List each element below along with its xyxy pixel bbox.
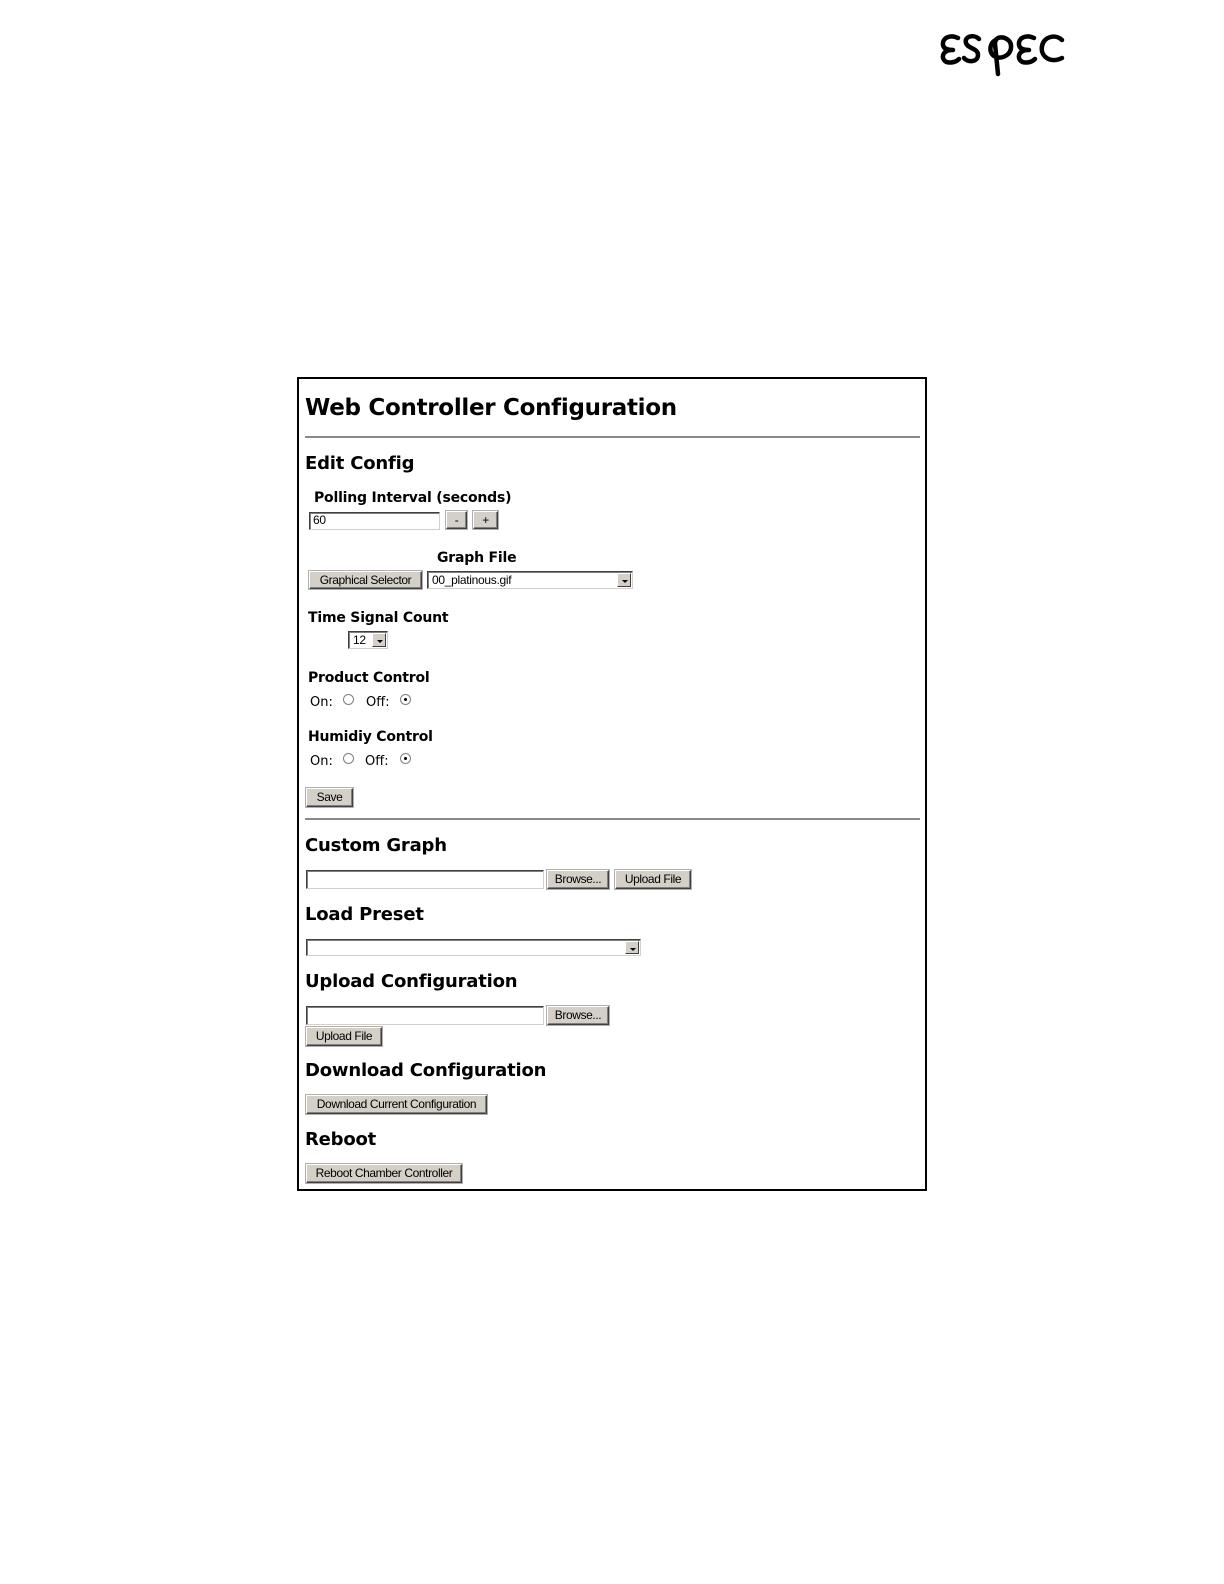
chevron-down-icon[interactable] bbox=[372, 633, 386, 647]
upload-configuration-browse-button[interactable]: Browse... bbox=[547, 1006, 609, 1025]
product-control-off-label: Off: bbox=[366, 695, 390, 710]
graph-file-select[interactable] bbox=[427, 571, 633, 589]
custom-graph-file-input[interactable] bbox=[306, 870, 544, 889]
download-configuration-button[interactable]: Download Current Configuration bbox=[306, 1095, 487, 1114]
product-control-label: Product Control bbox=[308, 670, 430, 686]
custom-graph-upload-button[interactable]: Upload File bbox=[615, 870, 691, 889]
custom-graph-browse-button[interactable]: Browse... bbox=[547, 870, 609, 889]
divider bbox=[305, 436, 920, 438]
espec-logo bbox=[938, 22, 1070, 82]
product-control-on-radio[interactable] bbox=[343, 694, 354, 705]
save-button[interactable]: Save bbox=[306, 788, 353, 807]
humidity-control-off-label: Off: bbox=[365, 754, 389, 769]
polling-interval-input[interactable]: 60 bbox=[309, 512, 440, 530]
load-preset-heading: Load Preset bbox=[305, 904, 424, 925]
humidity-control-label: Humidiy Control bbox=[308, 729, 433, 745]
graph-file-label: Graph File bbox=[437, 550, 517, 566]
humidity-control-off-radio[interactable] bbox=[400, 753, 411, 764]
time-signal-count-select[interactable] bbox=[348, 631, 388, 649]
upload-configuration-file-input[interactable] bbox=[306, 1006, 544, 1025]
divider bbox=[305, 818, 920, 820]
polling-increment-button[interactable]: + bbox=[473, 511, 498, 529]
config-panel bbox=[297, 377, 927, 1191]
chevron-down-icon[interactable] bbox=[625, 941, 639, 954]
graphical-selector-button[interactable]: Graphical Selector bbox=[309, 571, 422, 589]
upload-configuration-upload-button[interactable]: Upload File bbox=[306, 1027, 382, 1046]
edit-config-heading: Edit Config bbox=[305, 453, 415, 474]
time-signal-count-label: Time Signal Count bbox=[308, 610, 449, 626]
reboot-chamber-controller-button[interactable]: Reboot Chamber Controller bbox=[306, 1164, 462, 1183]
polling-interval-label: Polling Interval (seconds) bbox=[314, 490, 512, 506]
product-control-off-radio[interactable] bbox=[400, 694, 411, 705]
humidity-control-on-label: On: bbox=[310, 754, 333, 769]
reboot-heading: Reboot bbox=[305, 1129, 377, 1150]
time-signal-count-value: 12 bbox=[353, 633, 366, 647]
download-configuration-heading: Download Configuration bbox=[305, 1060, 547, 1081]
humidity-control-on-radio[interactable] bbox=[343, 753, 354, 764]
polling-decrement-button[interactable]: - bbox=[446, 511, 467, 529]
custom-graph-heading: Custom Graph bbox=[305, 835, 447, 856]
page-title: Web Controller Configuration bbox=[305, 395, 677, 421]
product-control-on-label: On: bbox=[310, 695, 333, 710]
chevron-down-icon[interactable] bbox=[617, 573, 631, 587]
load-preset-select[interactable] bbox=[306, 939, 641, 956]
upload-configuration-heading: Upload Configuration bbox=[305, 971, 518, 992]
graph-file-value: 00_platinous.gif bbox=[432, 573, 512, 587]
